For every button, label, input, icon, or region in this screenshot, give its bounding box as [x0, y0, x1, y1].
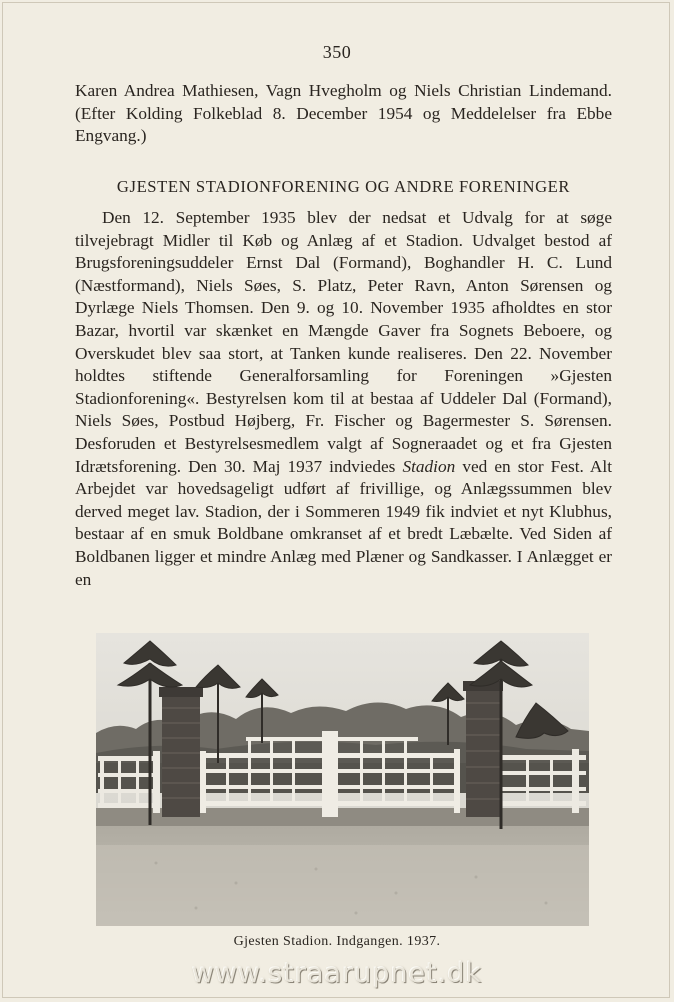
body-text-part-2: ved en stor Fest. Alt Arbejdet var hovedsageligt udført af frivillige, og Anlægssummen blev derved meget lav. Stadion, der i Sommeren 1949 fik indviet et nyt Klubhus, bestaar af en smuk Boldbane omkranset af et bredt Læbælte. Ved Siden af Boldbanen ligger et mindre Anlæg med Plæner og Sandkasser. I Anlægget er en	[75, 456, 613, 589]
intro-text: Karen Andrea Mathiesen, Vagn Hvegholm og Niels Christian Lindemand. (Efter Kolding Folkeblad 8. December 1954 og Meddelelser fra Ebbe Engvang.)	[75, 81, 612, 146]
photo-caption: Gjesten Stadion. Indgangen. 1937.	[233, 934, 441, 949]
body-paragraph	[75, 207, 612, 591]
website-watermark: www.straarupnet.dk	[191, 958, 483, 989]
stadium-entrance-photo	[96, 633, 589, 926]
intro-paragraph	[75, 80, 612, 148]
page-number: 350	[322, 42, 352, 62]
body-text-part-1: Den 12. September 1935 blev der nedsat et Udvalg for at søge tilvejebragt Midler til Køb og Anlæg af et Stadion. Udvalget bestod af Brugsforeningsuddeler Ernst Dal (Formand), Boghandler H. C. Lund (Næstformand), Niels Søes, S. Platz, Peter Ravn, Anton Sørensen og Dyrlæge Niels Thomsen. Den 9. og 10. November 1935 afholdtes en stor Bazar, hvortil var skænket en Mængde Gaver fra Sognets Beboere, og Overskudet blev saa stort, at Tanken kunde realiseres. Den 22. November holdtes stiftende Generalforsamling for Foreningen »Gjesten Stadionforening«. Bestyrelsen kom til at bestaa af Uddeler Dal (Formand), Niels Søes, Postbud Højberg, Fr. Fischer og Bagermester S. Sørensen. Desforuden et Bestyrelsesmedlem valgt af Sogneraadet og et fra Gjesten Idrætsforening. Den 30. Maj 1937 indviedes	[75, 208, 612, 476]
section-heading: GJESTEN STADIONFORENING OG ANDRE FORENINGER	[116, 177, 571, 196]
body-text-italic: Stadion	[402, 456, 456, 476]
